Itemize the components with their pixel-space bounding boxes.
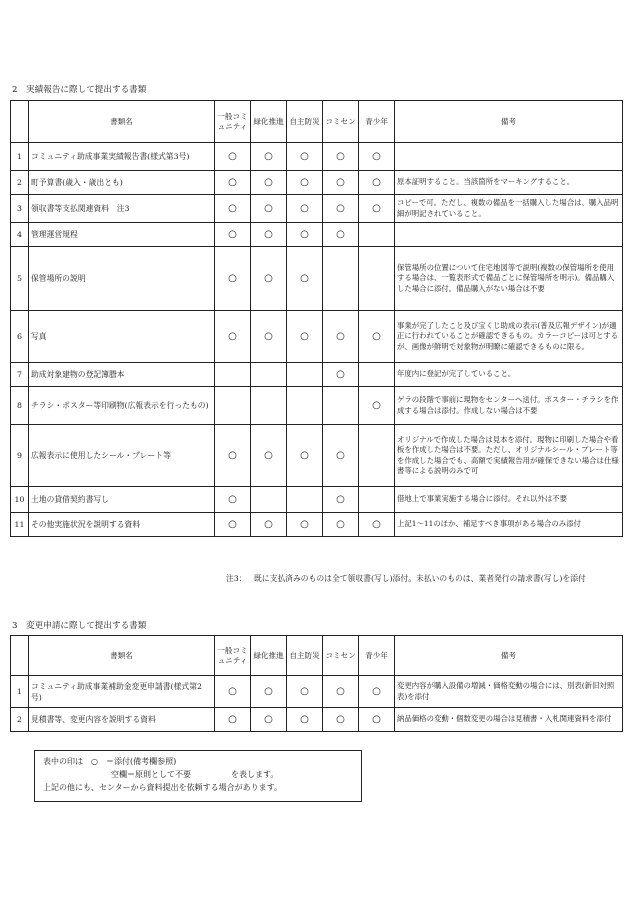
mark-greening: ○ xyxy=(251,223,287,247)
note-cell xyxy=(395,143,623,171)
table-row xyxy=(11,363,623,387)
header-no xyxy=(11,636,29,676)
note-cell: 事業が完了したこと及び宝くじ助成の表示(普及広報デザイン)が適正に行われていることが確認できるもの。カラーコピーは可とするが、画像が鮮明で対象物が明瞭に確認できるものに限る。 xyxy=(395,311,623,363)
mark-youth: ○ xyxy=(359,143,395,171)
header-note: 備考 xyxy=(395,101,623,143)
mark-youth xyxy=(359,425,395,487)
footnote-text: 既に支払済みのものは全て領収書(写し)添付。未払いのものは、業者発行の請求書(写し)を添付 xyxy=(254,574,586,583)
section2-title: 2 実績報告に際して提出する書類 xyxy=(12,85,147,95)
mark-community-center: ○ xyxy=(323,223,359,247)
mark-general-community: ○ xyxy=(215,311,251,363)
mark-community-center: ○ xyxy=(323,143,359,171)
mark-youth xyxy=(359,223,395,247)
header-community-center: コミセン xyxy=(323,101,359,143)
header-general-community: 一般コミュニティ xyxy=(215,636,251,676)
document-name: 見積書等、変更内容を説明する資料 xyxy=(29,708,215,732)
document-name: チラシ・ポスター等印刷物(広報表示を行ったもの) xyxy=(29,387,215,425)
mark-general-community: ○ xyxy=(215,195,251,223)
table-row xyxy=(11,676,623,708)
mark-youth: ○ xyxy=(359,708,395,732)
table-row xyxy=(11,311,623,363)
document-name: 管理運営規程 xyxy=(29,223,215,247)
mark-youth: ○ xyxy=(359,676,395,708)
legend-line-3: 上記の他にも、センターから資料提出を依頼する場合があります。 xyxy=(43,783,283,792)
mark-general-community: ○ xyxy=(215,487,251,513)
header-general-community: 一般コミュニティ xyxy=(215,101,251,143)
mark-youth xyxy=(359,247,395,311)
row-number: 1 xyxy=(11,676,29,708)
mark-youth: ○ xyxy=(359,171,395,195)
footnote-label: 注3： xyxy=(226,574,247,583)
mark-youth: ○ xyxy=(359,513,395,537)
section3-header-row xyxy=(11,636,623,676)
mark-general-community xyxy=(215,363,251,387)
mark-community-center: ○ xyxy=(323,513,359,537)
document-name: 保管場所の説明 xyxy=(29,247,215,311)
document-name: 土地の貸借契約書写し xyxy=(29,487,215,513)
header-note: 備考 xyxy=(395,636,623,676)
section2-header-row xyxy=(11,101,623,143)
row-number: 1 xyxy=(11,143,29,171)
mark-community-center xyxy=(323,387,359,425)
note-cell: 変更内容が購入設備の増減・価格変動の場合には、別表(新旧対照表)を添付 xyxy=(395,676,623,708)
mark-greening: ○ xyxy=(251,195,287,223)
mark-disaster-prevention: ○ xyxy=(287,425,323,487)
mark-disaster-prevention: ○ xyxy=(287,143,323,171)
header-youth: 青少年 xyxy=(359,101,395,143)
row-number: 6 xyxy=(11,311,29,363)
mark-greening: ○ xyxy=(251,708,287,732)
note-cell xyxy=(395,223,623,247)
mark-disaster-prevention: ○ xyxy=(287,171,323,195)
row-number: 2 xyxy=(11,708,29,732)
row-number: 4 xyxy=(11,223,29,247)
table-row xyxy=(11,387,623,425)
mark-community-center: ○ xyxy=(323,487,359,513)
mark-disaster-prevention: ○ xyxy=(287,708,323,732)
mark-disaster-prevention: ○ xyxy=(287,513,323,537)
mark-community-center: ○ xyxy=(323,195,359,223)
section2-table xyxy=(10,100,623,537)
mark-disaster-prevention: ○ xyxy=(287,311,323,363)
row-number: 8 xyxy=(11,387,29,425)
mark-general-community: ○ xyxy=(215,247,251,311)
note-cell: 保管場所の位置について住宅地図等で説明(複数の保管場所を使用する場合は、一覧表形式で備品ごとに保管場所を明示)。備品購入した場合に添付。備品購入がない場合は不要 xyxy=(395,247,623,311)
table-row xyxy=(11,513,623,537)
mark-greening: ○ xyxy=(251,425,287,487)
mark-greening: ○ xyxy=(251,513,287,537)
header-name: 書類名 xyxy=(29,101,215,143)
table-row xyxy=(11,143,623,171)
mark-general-community: ○ xyxy=(215,513,251,537)
header-no xyxy=(11,101,29,143)
mark-disaster-prevention: ○ xyxy=(287,676,323,708)
table-row xyxy=(11,195,623,223)
note-cell: コピーで可。ただし、複数の備品を一括購入した場合は、購入品明細が明記されていること。 xyxy=(395,195,623,223)
row-number: 2 xyxy=(11,171,29,195)
footnote-3 xyxy=(226,573,621,585)
legend-represents: を表します。 xyxy=(231,770,279,779)
mark-general-community: ○ xyxy=(215,143,251,171)
mark-disaster-prevention: ○ xyxy=(287,223,323,247)
mark-community-center: ○ xyxy=(323,311,359,363)
legend-box xyxy=(34,750,362,802)
mark-general-community: ○ xyxy=(215,708,251,732)
document-name: コミュニティ助成事業補助金変更申請書(様式第2号) xyxy=(29,676,215,708)
row-number: 7 xyxy=(11,363,29,387)
document-name: その他実施状況を説明する資料 xyxy=(29,513,215,537)
mark-community-center xyxy=(323,247,359,311)
section3-table xyxy=(10,635,623,732)
document-name: 写真 xyxy=(29,311,215,363)
note-cell: ゲラの段階で事前に現物をセンターへ送付。ポスター・チラシを作成する場合は添付。作成しない場合は不要 xyxy=(395,387,623,425)
mark-disaster-prevention xyxy=(287,387,323,425)
document-name: 広報表示に使用したシール・プレート等 xyxy=(29,425,215,487)
document-name: 町予算書(歳入・歳出とも) xyxy=(29,171,215,195)
mark-greening xyxy=(251,487,287,513)
header-name: 書類名 xyxy=(29,636,215,676)
mark-community-center: ○ xyxy=(323,425,359,487)
legend-blank-meaning: 空欄＝原則として不要 xyxy=(111,770,191,779)
mark-disaster-prevention: ○ xyxy=(287,247,323,311)
table-row xyxy=(11,708,623,732)
mark-youth: ○ xyxy=(359,195,395,223)
mark-general-community: ○ xyxy=(215,425,251,487)
note-cell: 上記1〜11のほか、補足すべき事項がある場合のみ添付 xyxy=(395,513,623,537)
header-disaster-prevention: 自主防災 xyxy=(287,101,323,143)
mark-youth xyxy=(359,363,395,387)
document-name: コミュニティ助成事業実績報告書(様式第3号) xyxy=(29,143,215,171)
header-disaster-prevention: 自主防災 xyxy=(287,636,323,676)
row-number: 11 xyxy=(11,513,29,537)
mark-disaster-prevention xyxy=(287,487,323,513)
mark-youth: ○ xyxy=(359,387,395,425)
mark-youth: ○ xyxy=(359,311,395,363)
mark-greening xyxy=(251,363,287,387)
row-number: 5 xyxy=(11,247,29,311)
mark-youth xyxy=(359,487,395,513)
section3-title: 3 変更申請に際して提出する書類 xyxy=(12,621,147,631)
header-youth: 青少年 xyxy=(359,636,395,676)
table-row xyxy=(11,487,623,513)
mark-community-center: ○ xyxy=(323,171,359,195)
mark-greening: ○ xyxy=(251,311,287,363)
row-number: 3 xyxy=(11,195,29,223)
mark-disaster-prevention: ○ xyxy=(287,195,323,223)
table-row xyxy=(11,171,623,195)
note-cell: 借地上で事業実施する場合に添付。それ以外は不要 xyxy=(395,487,623,513)
mark-disaster-prevention xyxy=(287,363,323,387)
mark-greening xyxy=(251,387,287,425)
document-name: 領収書等支払関連資料 注3 xyxy=(29,195,215,223)
header-community-center: コミセン xyxy=(323,636,359,676)
mark-community-center: ○ xyxy=(323,363,359,387)
table-row xyxy=(11,223,623,247)
note-cell: オリジナルで作成した場合は見本を添付。現物に印刷した場合や看板を作成した場合は不要。ただし、オリジナルシール・プレート等を作成した場合でも、高額で実績報告用が確保できない場合は仕様書等による説明のみで可 xyxy=(395,425,623,487)
mark-greening: ○ xyxy=(251,247,287,311)
row-number: 9 xyxy=(11,425,29,487)
row-number: 10 xyxy=(11,487,29,513)
legend-line-2 xyxy=(43,768,353,781)
mark-general-community xyxy=(215,387,251,425)
mark-greening: ○ xyxy=(251,676,287,708)
header-greening: 緑化推進 xyxy=(251,101,287,143)
mark-general-community: ○ xyxy=(215,171,251,195)
header-greening: 緑化推進 xyxy=(251,636,287,676)
mark-community-center: ○ xyxy=(323,708,359,732)
note-cell: 納品価格の変動・個数変更の場合は見積書・入札関連資料を添付 xyxy=(395,708,623,732)
legend-line-1: 表中の印は ○ ＝添付(備考欄参照) xyxy=(43,757,177,766)
note-cell: 年度内に登記が完了していること。 xyxy=(395,363,623,387)
mark-greening: ○ xyxy=(251,143,287,171)
document-name: 助成対象建物の登記簿謄本 xyxy=(29,363,215,387)
note-cell: 原本証明すること。当該箇所をマーキングすること。 xyxy=(395,171,623,195)
table-row xyxy=(11,425,623,487)
table-row xyxy=(11,247,623,311)
mark-community-center: ○ xyxy=(323,676,359,708)
mark-general-community: ○ xyxy=(215,223,251,247)
mark-greening: ○ xyxy=(251,171,287,195)
mark-general-community: ○ xyxy=(215,676,251,708)
